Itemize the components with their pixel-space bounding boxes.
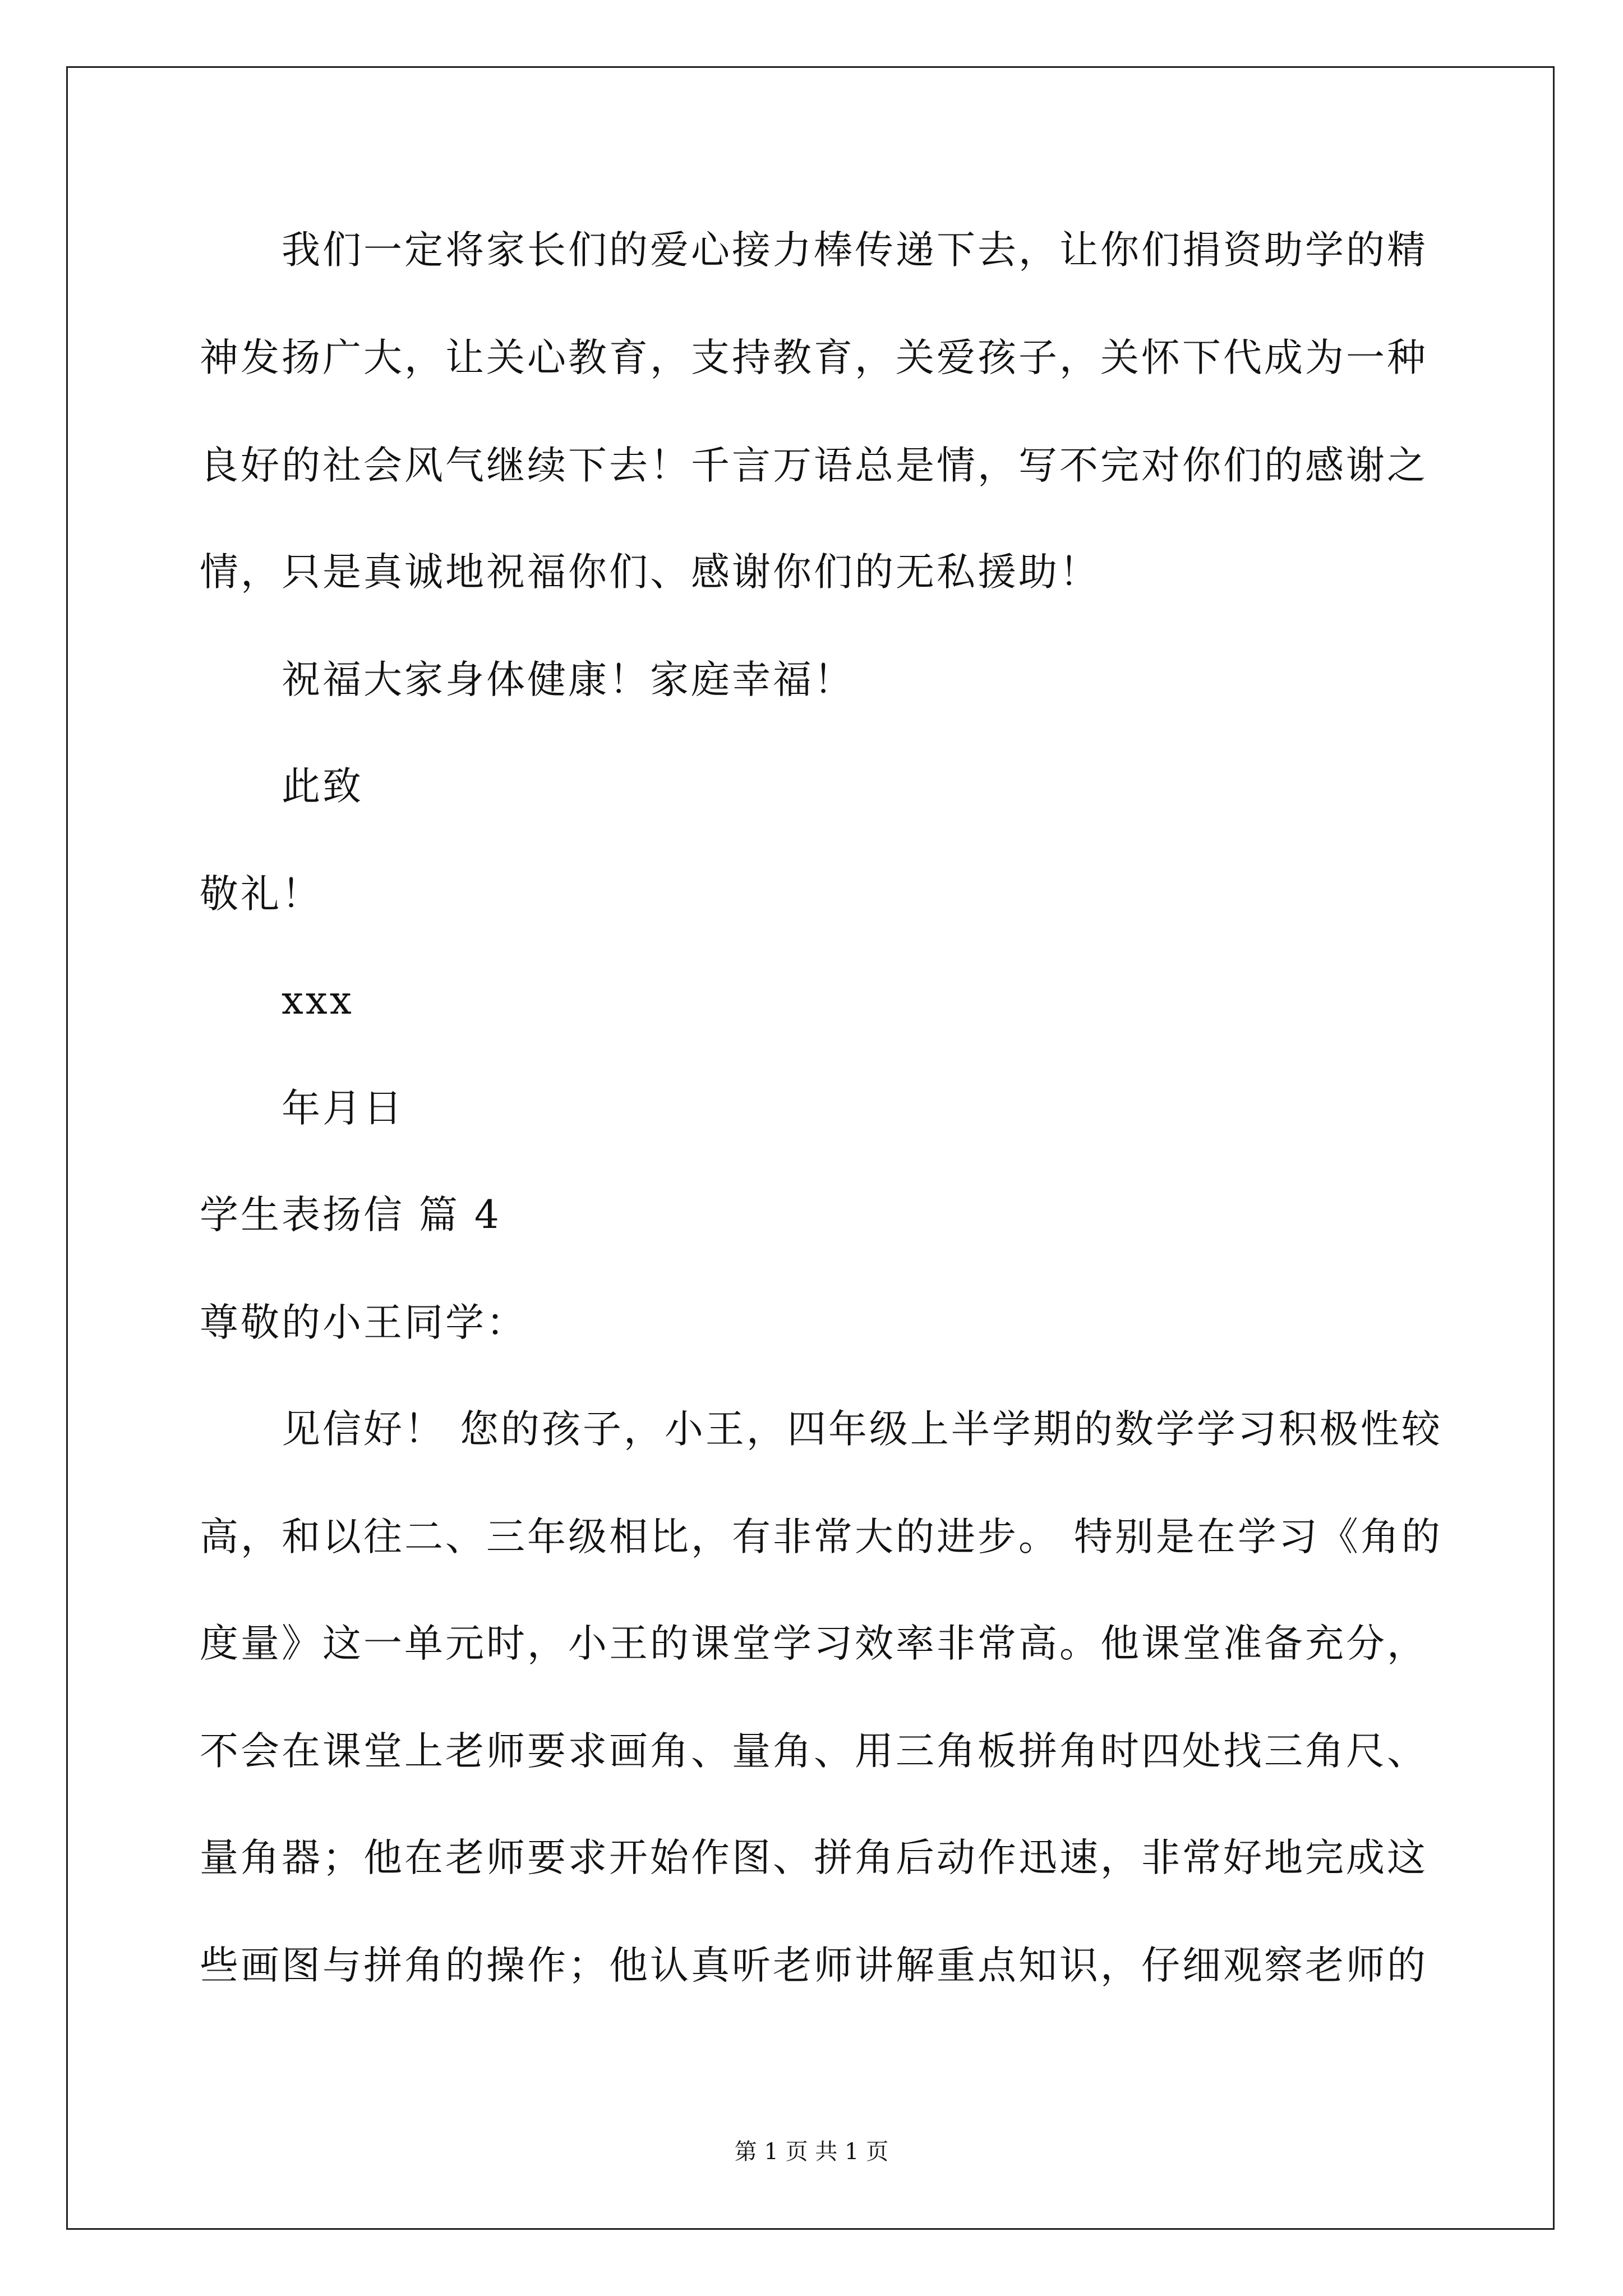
text-line: 神发扬广大，让关心教育，支持教育，关爱孩子，关怀下代成为一种	[200, 335, 1428, 380]
text-line: 些画图与拼角的操作；他认真听老师讲解重点知识，仔细观察老师的	[200, 1943, 1428, 1988]
page-footer: 第 1 页 共 1 页	[734, 2139, 889, 2165]
text-line: 度量》这一单元时，小王的课堂学习效率非常高。他课堂准备充分，	[200, 1621, 1428, 1666]
text-line: 此致	[282, 764, 363, 809]
text-line: 量角器；他在老师要求开始作图、拼角后动作迅速，非常好地完成这	[200, 1835, 1428, 1880]
text-line: 祝福大家身体健康！家庭幸福！	[282, 657, 855, 702]
text-line: 我们一定将家长们的爱心接力棒传递下去，让你们捐资助学的精	[282, 228, 1428, 273]
text-line: 年月日	[282, 1086, 404, 1131]
text-line: xxx	[282, 978, 354, 1023]
text-line: 敬礼！	[200, 872, 322, 917]
section-heading: 学生表扬信 篇 4	[200, 1193, 501, 1237]
page-border	[66, 66, 1555, 2230]
text-line: 不会在课堂上老师要求画角、量角、用三角板拼角时四处找三角尺、	[200, 1729, 1428, 1774]
text-line: 良好的社会风气继续下去！千言万语总是情，写不完对你们的感谢之	[200, 443, 1428, 488]
text-line: 高，和以往二、三年级相比，有非常大的进步。 特别是在学习《角的	[200, 1515, 1442, 1559]
text-line: 情，只是真诚地祝福你们、感谢你们的无私援助！	[200, 550, 1100, 595]
salutation: 尊敬的小王同学：	[200, 1300, 527, 1345]
text-line: 见信好！ 您的孩子，小王，四年级上半学期的数学学习积极性较	[282, 1407, 1442, 1452]
